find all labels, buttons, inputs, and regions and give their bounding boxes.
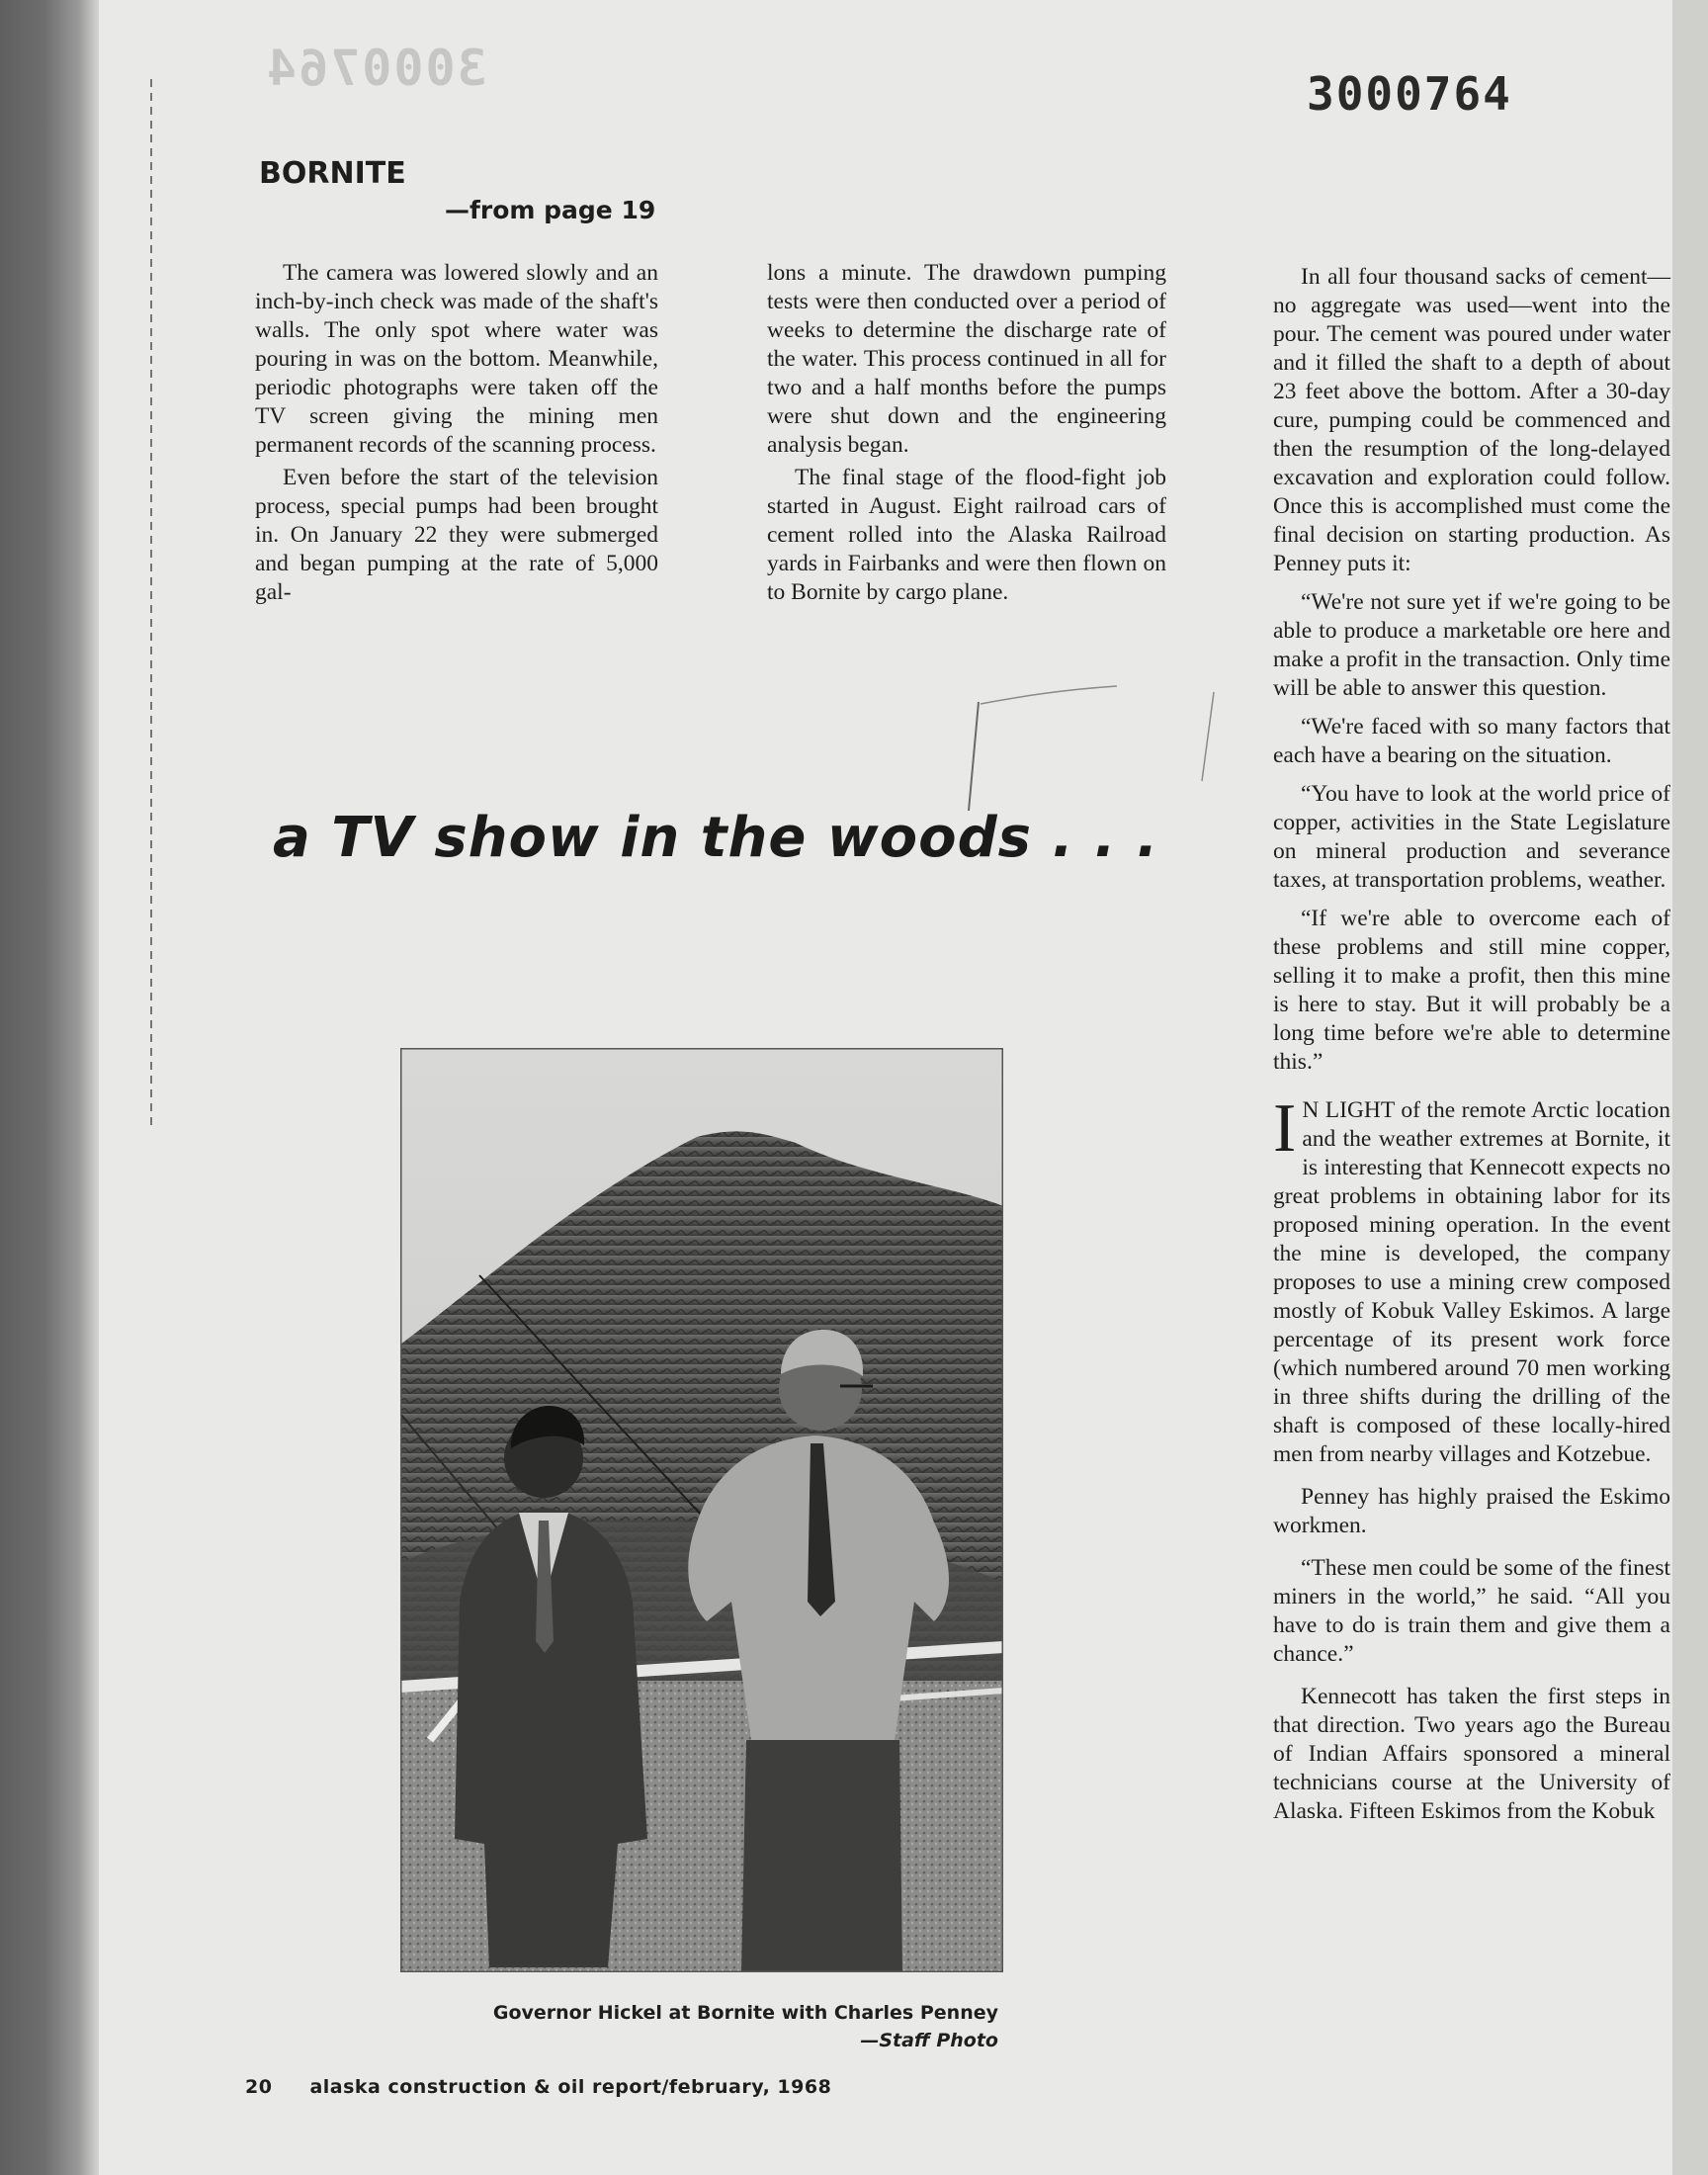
page-footer (245, 2076, 831, 2098)
publication-line: alaska construction & oil report/february, 1968 (309, 2076, 832, 2098)
binding-shadow (0, 0, 99, 2175)
quote-paragraph: “We're faced with so many factors that each have a bearing on the situation. (1273, 714, 1670, 768)
paragraph: In all four thousand sacks of cement—no aggregate was used—went into the pour. The cement was poured under water and it filled the shaft to a depth of about 23 feet above the bottom. After a 30-day cure, pumping could be commenced and then the resumption of the long-delayed excavation and exploration could follow. Once this is accomplished must come the final decision on starting production. As Penney puts it: (1273, 264, 1670, 576)
quote-paragraph: “You have to look at the world price of copper, activities in the State Legislature on mineral production and severance taxes, at transportation problems, weather. (1273, 781, 1670, 893)
dropcap-paragraph-text: N LIGHT of the remote Arctic location and the weather extremes at Bornite, it is interesting that Kennecott expects no great problems in obtaining labor for its proposed mining operation. In the event the mine is developed, the company proposes to use a mining crew composed mostly of Kobuk Valley Eskimos. A large percentage of its present work force (which numbered around 70 men working in three shifts during the drilling of the shaft is composed of these locally-hired men from nearby villages and Kotzebue. (1273, 1097, 1670, 1467)
paragraph: Penney has highly praised the Eskimo workmen. (1273, 1484, 1670, 1538)
article-column-1 (255, 259, 658, 607)
paragraph: Even before the start of the television process, special pumps had been brought in. On January 22 they were submerged and began pumping at the rate of 5,000 gal- (255, 465, 658, 605)
photo-image (400, 1048, 1003, 1972)
quote-paragraph: “We're not sure yet if we're going to be able to produce a marketable ore here and make a profit in the transaction. Only time will be able to answer this question. (1273, 589, 1670, 701)
quote-paragraph: “If we're able to overcome each of these problems and still mine copper, selling it to make a profit, then this mine is here to stay. But it will probably be a long time before we're able to determine this.” (1273, 906, 1670, 1075)
dropcap-paragraph (1273, 1090, 1670, 1469)
page-edge (1672, 0, 1708, 2175)
photo-caption (376, 1999, 998, 2054)
paragraph: Kennecott has taken the first steps in that direction. Two years ago the Bureau of Indian Affairs sponsored a mineral technicians course at the University of Alaska. Fifteen Eskimos from the Kobuk (1273, 1684, 1670, 1824)
paragraph: lons a minute. The drawdown pumping tests were then conducted over a period of weeks to determine the discharge rate of the water. This process continued in all for two and a half months before the pumps were shut down and the engineering analysis began. (767, 260, 1166, 458)
document-number-stamp: 3000764 (1307, 67, 1512, 121)
drop-cap-letter: I (1273, 1090, 1297, 1167)
quote-paragraph: “These men could be some of the finest miners in the world,” he said. “All you have to do is train them and give them a chance.” (1273, 1555, 1670, 1667)
caption-text: Governor Hickel at Bornite with Charles Penney (492, 2002, 998, 2024)
article-column-2 (767, 259, 1166, 607)
page-number: 20 (245, 2076, 273, 2098)
binding-perforation (150, 79, 152, 1127)
paragraph: The camera was lowered slowly and an inch-by-inch check was made of the shaft's walls. The only spot where water was pouring in was on the bottom. Meanwhile, periodic photographs were taken off the TV screen giving the mining men permanent records of the scanning process. (255, 260, 658, 458)
headline: a TV show in the woods . . . (273, 806, 1159, 870)
pen-mark (949, 672, 1245, 830)
bleed-through-stamp: 3000764 (265, 40, 487, 97)
article-column-3 (1273, 263, 1670, 1826)
photo (400, 1048, 1003, 1972)
photo-credit: —Staff Photo (860, 2030, 998, 2051)
continued-from-note: —from page 19 (445, 196, 656, 224)
section-title: BORNITE (259, 156, 406, 191)
paragraph: The final stage of the flood-fight job started in August. Eight railroad cars of cement rolled into the Alaska Railroad yards in Fairbanks and were then flown on to Bornite by cargo plane. (767, 465, 1166, 605)
